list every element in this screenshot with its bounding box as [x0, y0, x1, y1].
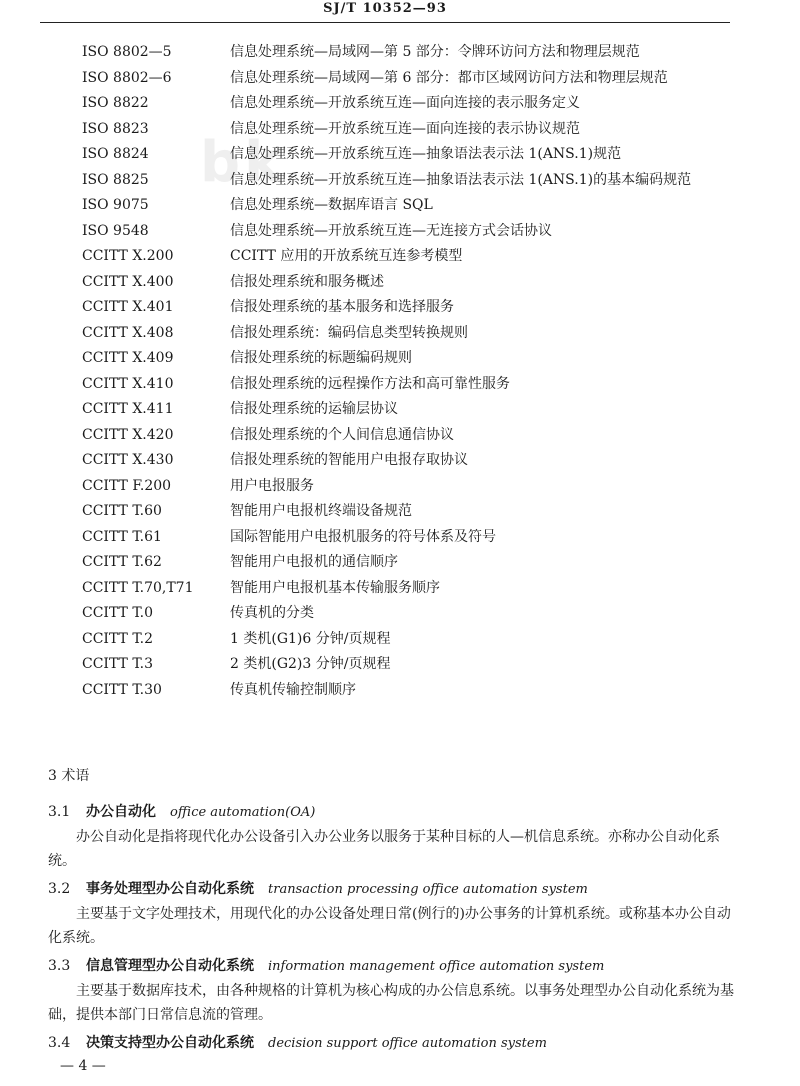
- standard-code: ISO 8822: [82, 95, 149, 111]
- standard-title: 信报处理系统的智能用户电报存取协议: [230, 452, 468, 468]
- standard-code: CCITT T.62: [82, 554, 162, 570]
- standard-row: [82, 550, 742, 576]
- standard-title: 信息处理系统—局域网—第 5 部分：令牌环访问方法和物理层规范: [230, 44, 640, 60]
- term-chinese: 信息管理型办公自动化系统: [86, 958, 254, 974]
- standard-row: [82, 627, 742, 653]
- standard-row: [82, 372, 742, 398]
- term-definition: 主要基于文字处理技术，用现代化的办公设备处理日常(例行的)办公事务的计算机系统。或称基本办公自动化系统。: [48, 906, 731, 946]
- standard-code: CCITT X.200: [82, 248, 174, 264]
- standard-row: [82, 474, 742, 500]
- standard-row: [82, 91, 742, 117]
- standard-row: [82, 678, 742, 704]
- referenced-standards-list: [82, 40, 742, 703]
- standard-code: ISO 8802—5: [82, 44, 172, 60]
- standard-title: 信息处理系统—开放系统互连—面向连接的表示协议规范: [230, 120, 580, 137]
- term-number: 3.2: [48, 881, 71, 897]
- standard-row: [82, 117, 742, 143]
- standard-title: 传真机的分类: [230, 605, 314, 621]
- standard-title: 信报处理系统的基本服务和选择服务: [230, 299, 454, 315]
- standard-title: 信报处理系统的个人间信息通信协议: [230, 426, 454, 443]
- term-heading: [48, 877, 738, 902]
- standard-title: 信息处理系统—数据库语言 SQL: [230, 197, 433, 213]
- standard-row: [82, 40, 742, 66]
- term-english: office automation(OA): [170, 805, 316, 820]
- standard-title: 信报处理系统的远程操作方法和高可靠性服务: [230, 375, 510, 392]
- term-number: 3.3: [48, 958, 71, 974]
- standard-code: ISO 8824: [82, 146, 149, 162]
- standard-title: CCITT 应用的开放系统互连参考模型: [230, 248, 463, 264]
- standard-code: ISO 9075: [82, 197, 149, 213]
- standard-title: 1 类机(G1)6 分钟/页规程: [230, 630, 391, 647]
- term-definition: 主要基于数据库技术，由各种规格的计算机为核心构成的办公信息系统。以事务处理型办公自动化系统为基础，提供本部门日常信息流的管理。: [48, 983, 734, 1023]
- standard-code: CCITT T.2: [82, 630, 153, 647]
- standard-title: 用户电报服务: [230, 477, 314, 494]
- terms-list: [48, 800, 738, 1056]
- standard-title: 信报处理系统的运输层协议: [230, 401, 398, 417]
- standard-code: CCITT T.0: [82, 605, 153, 621]
- standard-row: [82, 448, 742, 474]
- term-chinese: 事务处理型办公自动化系统: [86, 881, 254, 897]
- terms-section: [48, 764, 738, 1056]
- standard-row: [82, 652, 742, 678]
- standard-code: ISO 9548: [82, 222, 149, 239]
- standard-code: ISO 8823: [82, 120, 149, 137]
- standard-code: CCITT T.30: [82, 681, 162, 698]
- standard-row: [82, 66, 742, 92]
- term-english: decision support office automation system: [268, 1036, 547, 1051]
- standard-row: [82, 219, 742, 245]
- standard-code: CCITT X.400: [82, 273, 174, 290]
- standard-row: [82, 499, 742, 525]
- standard-title: 国际智能用户电报机服务的符号体系及符号: [230, 528, 496, 545]
- standard-title: 智能用户电报机的通信顺序: [230, 554, 398, 570]
- term-heading: [48, 1031, 738, 1056]
- standard-code: CCITT X.410: [82, 375, 174, 392]
- standard-row: [82, 397, 742, 423]
- term-number: 3.4: [48, 1035, 71, 1051]
- standard-code: CCITT X.408: [82, 324, 174, 341]
- standard-code: ISO 8825: [82, 171, 149, 188]
- standard-row: [82, 601, 742, 627]
- term-definition: 办公自动化是指将现代化办公设备引入办公业务以服务于某种目标的人—机信息系统。亦称办公自动化系统。: [48, 829, 720, 869]
- standard-title: 信息处理系统—开放系统互连—无连接方式会话协议: [230, 222, 552, 239]
- standard-row: [82, 168, 742, 194]
- term-heading: [48, 954, 738, 979]
- standard-title: 信报处理系统和服务概述: [230, 273, 384, 290]
- standard-row: [82, 576, 742, 602]
- standard-row: [82, 193, 742, 219]
- standard-title: 2 类机(G2)3 分钟/页规程: [230, 656, 391, 672]
- watermark: bk: [200, 130, 286, 195]
- standard-code: ISO 8802—6: [82, 69, 172, 86]
- term-heading: [48, 800, 738, 825]
- standard-title: 智能用户电报机终端设备规范: [230, 503, 412, 519]
- standard-row: [82, 244, 742, 270]
- term-chinese: 决策支持型办公自动化系统: [86, 1035, 254, 1051]
- term-english: transaction processing office automation system: [268, 882, 588, 897]
- page-number: — 4 —: [60, 1058, 106, 1074]
- standard-row: [82, 321, 742, 347]
- standard-title: 智能用户电报机基本传输服务顺序: [230, 579, 440, 596]
- standard-row: [82, 142, 742, 168]
- standard-code: CCITT T.70,T71: [82, 579, 194, 596]
- standard-title: 信报处理系统：编码信息类型转换规则: [230, 324, 468, 341]
- standard-code: CCITT T.60: [82, 503, 162, 519]
- standard-row: [82, 295, 742, 321]
- standard-number: SJ/T 10352—93: [323, 1, 447, 16]
- standard-row: [82, 270, 742, 296]
- standard-code: CCITT X.411: [82, 401, 174, 417]
- term-chinese: 办公自动化: [86, 804, 156, 820]
- term-number: 3.1: [48, 804, 71, 820]
- standard-title: 信息处理系统—开放系统互连—抽象语法表示法 1(ANS.1)的基本编码规范: [230, 171, 692, 188]
- term-english: information management office automation system: [268, 959, 605, 974]
- standard-title: 信报处理系统的标题编码规则: [230, 350, 412, 366]
- standard-code: CCITT X.401: [82, 299, 174, 315]
- standard-row: [82, 525, 742, 551]
- standard-code: CCITT X.430: [82, 452, 174, 468]
- standard-title: 信息处理系统—开放系统互连—面向连接的表示服务定义: [230, 95, 580, 111]
- page-header: [40, 0, 730, 23]
- standard-title: 传真机传输控制顺序: [230, 681, 356, 698]
- standard-title: 信息处理系统—局域网—第 6 部分：都市区域网访问方法和物理层规范: [230, 69, 668, 86]
- standard-code: CCITT T.3: [82, 656, 153, 672]
- standard-row: [82, 346, 742, 372]
- standard-code: CCITT X.420: [82, 426, 174, 443]
- section-heading: 3 术语: [48, 768, 90, 784]
- standard-code: CCITT X.409: [82, 350, 174, 366]
- standard-row: [82, 423, 742, 449]
- standard-code: CCITT T.61: [82, 528, 162, 545]
- standard-title: 信息处理系统—开放系统互连—抽象语法表示法 1(ANS.1)规范: [230, 146, 622, 162]
- standard-code: CCITT F.200: [82, 477, 172, 494]
